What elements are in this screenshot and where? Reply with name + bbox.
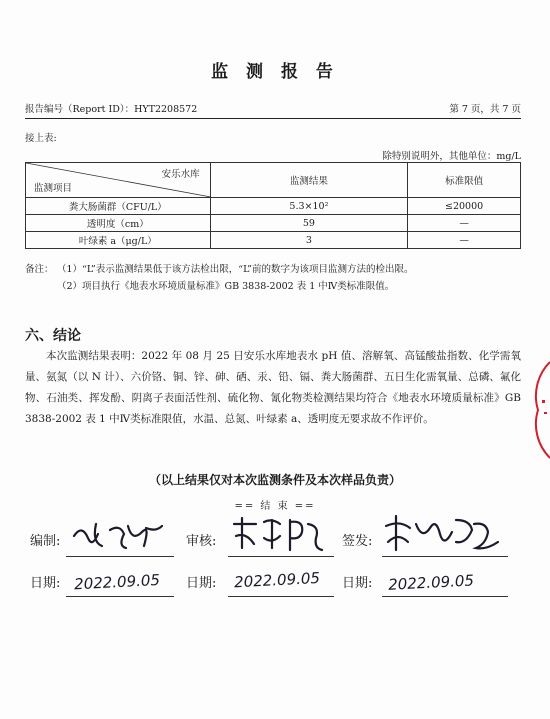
report-id: 报告编号（Report ID）：HYT2208572 [25,104,198,115]
item-cell: 透明度（cm） [26,215,211,232]
date-2 [230,564,334,592]
date-1 [70,566,174,594]
date-line-3 [382,596,508,597]
conclusion-paragraph: 本次监测结果表明：2022 年 08 月 25 日安乐水库地表水 pH 值、溶解氧、高锰酸盐指数、化学需氧量、氨氮（以 N 计）、六价铬、铜、锌、砷、硒、汞、铅、镉、粪大肠菌群、五日生化需氧量、总磷、氟化物、石油类、挥发酚、阴离子表面活性剂、硫化物、氰化物类检测结果均符合《地表水环境质量标准》GB 3838-2002 表 1 中Ⅳ类标准限值，水温、总氮、叶绿素 a、透明度无要求故不作评价。 [25,350,521,425]
page-info: 第 7 页，共 7 页 [449,104,521,115]
handwritten-date-icon [384,566,502,594]
notes-label: 备注： [25,264,54,275]
note-2: （2）项目执行《地表水环境质量标准》GB 3838-2002 表 1 中Ⅳ类标准限值。 [57,281,395,292]
limit-cell: — [408,215,521,232]
item-cell: 粪大肠菌群（CFU/L） [26,198,211,215]
date-line-2 [228,596,334,597]
svg-text:2022.09.05: 2022.09.05 [233,568,321,592]
issued-signature [382,512,506,556]
reviewed-signature [228,514,332,554]
result-cell: 59 [210,215,408,232]
note-1: （1）“L”表示监测结果低于该方法检出限，“L”前的数字为该项目监测方法的检出限。 [57,264,414,275]
continued-label: 接上表: [25,133,57,144]
limit-header: 标准限值 [408,163,521,198]
handwritten-signature-icon [228,514,332,554]
unit-note: 除特别说明外，其他单位：mg/L [382,151,521,162]
issued-label: 签发: [342,534,373,549]
header-rule [25,118,521,119]
diagonal-header-cell [26,163,211,198]
handwritten-signature-icon [382,512,506,556]
reviewed-line [228,556,334,557]
disclaimer: （以上结果仅对本次监测条件及本次样品负责） [148,473,401,487]
svg-text:2022.09.05: 2022.09.05 [73,570,161,594]
report-title: 监 测 报 告 [211,62,339,82]
limit-cell: ≤20000 [408,198,521,215]
date-line-1 [66,596,174,597]
table-row [26,198,521,215]
result-cell: 5.3×10² [210,198,408,215]
date-label-2: 日期: [186,576,217,591]
end-mark: == 结 束 == [234,501,316,512]
table-row [26,232,521,249]
date-label-1: 日期: [30,576,61,591]
result-cell: 3 [210,232,408,249]
handwritten-date-icon [70,566,174,594]
compiled-line [66,556,174,557]
limit-cell: — [408,232,521,249]
site-header: 安乐水库 [161,169,200,180]
table-row [26,215,521,232]
issued-line [382,556,508,557]
results-table [25,162,521,249]
item-header: 监测项目 [34,183,73,194]
date-label-3: 日期: [342,576,373,591]
compiled-signature [66,516,170,554]
seal-stamp-icon [532,360,550,460]
compiled-label: 编制: [30,534,61,549]
section-title: 六、结论 [25,328,81,344]
handwritten-date-icon [230,564,334,592]
reviewed-label: 审核: [186,534,217,549]
handwritten-signature-icon [66,516,170,554]
date-3 [384,566,502,598]
result-header: 监测结果 [210,163,408,198]
item-cell: 叶绿素 a（μg/L） [26,232,211,249]
table-header-row [26,163,521,198]
svg-text:2022.09.05: 2022.09.05 [387,571,475,594]
